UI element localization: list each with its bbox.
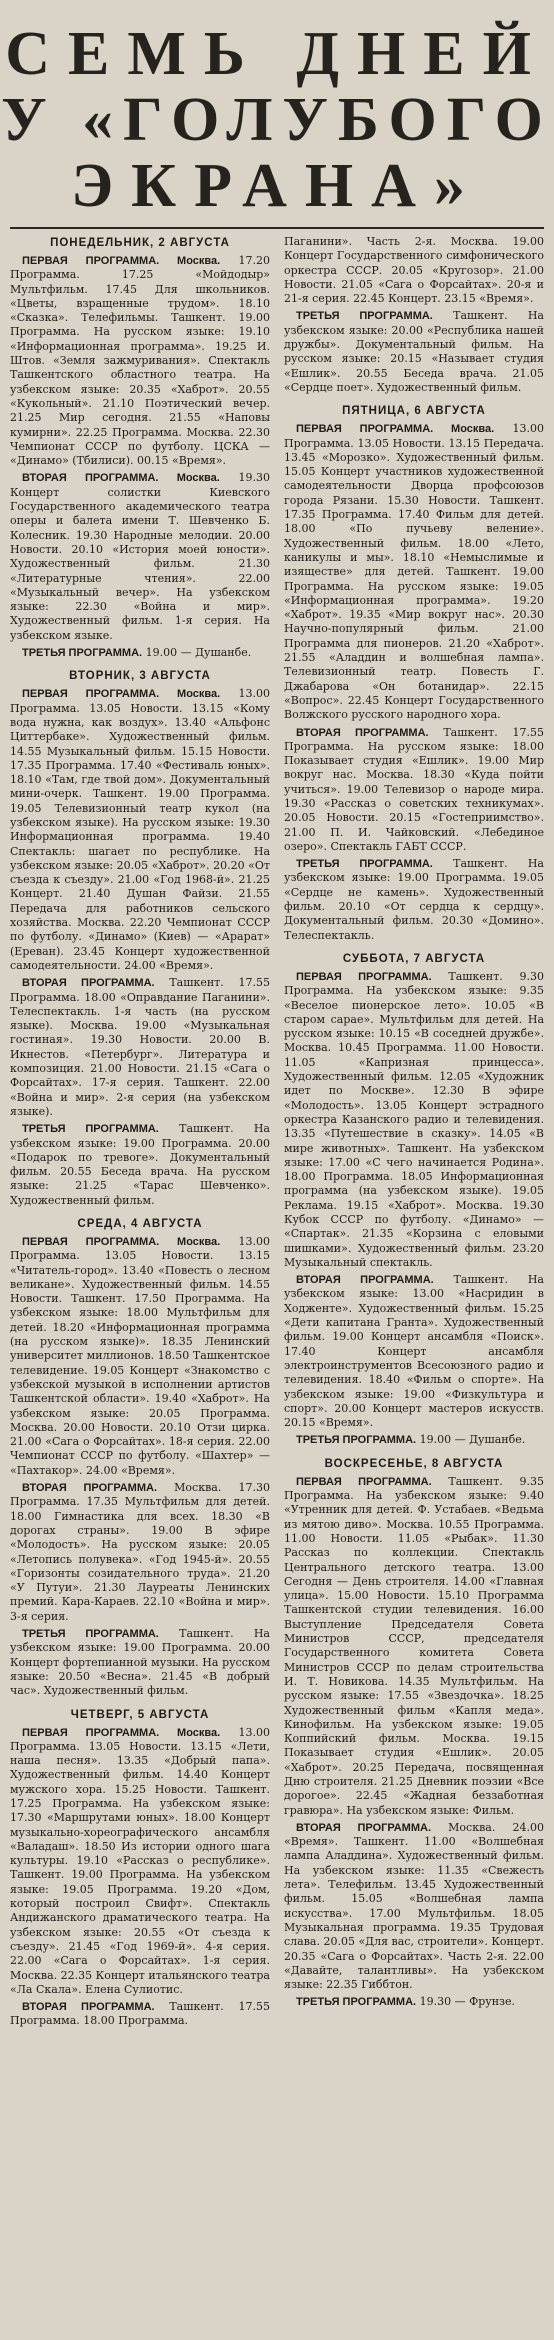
schedule-paragraph: ТРЕТЬЯ ПРОГРАММА. 19.00 — Душанбе. (296, 1433, 526, 1447)
day-heading-saturday: СУББОТА, 7 АВГУСТА (342, 952, 486, 965)
masthead-line-2: У «ГОЛУБОГО (1, 85, 553, 154)
day-heading-tuesday: ВТОРНИК, 3 АВГУСТА (69, 670, 211, 683)
schedule-paragraph: ТРЕТЬЯ ПРОГРАММА. Ташкент. На узбекском языке: 19.00 Программа. 20.00 «Подарок по тревоге». Документальный фильм. 20.55 Беседа врача. На русском языке: 21.25 «Тарас Шевченко». Художественный фильм. (10, 1122, 270, 1207)
day-heading-sunday: ВОСКРЕСЕНЬЕ, 8 АВГУСТА (324, 1457, 504, 1470)
schedule-paragraph: ВТОРАЯ ПРОГРАММА. Ташкент. На узбекском языке: 13.00 «Насридин в Ходженте». Художественный фильм. 15.25 «Дети капитана Гранта». Художественный фильм. 19.00 Концерт ансамбля «Поиск». 17.40 Концерт ансамбля электроинструментов Всесоюзного радио и телевидения. 18.40 «Фильм о спорте». На узбекском языке: 19.00 «Физкультура и спорт». 20.00 Концерт мастеров искусств. 20.15 «Время». (284, 1273, 544, 1430)
masthead (1, 12, 553, 229)
schedule-paragraph: ПЕРВАЯ ПРОГРАММА. Ташкент. 9.35 Программа. На узбекском языке: 9.40 «Утренник для детей. Ф. Устабаев. «Ведьма из мятою диво». Москва. 10.55 Программа. 11.00 Новости. 11.05 «Рыбак». 11.30 Рассказ по коллекции. Спектакль Центрального детского театра. 13.00 Сегодня — День строителя. 14.00 «Главная улица». 15.00 Новости. 15.10 Программа Ташкентской студии телевидения. 16.00 Выступление Председателя Совета Министров СССР, председателя Государственного комитета Совета Министров СССР по делам строительства И. Т. Новикова. 14.35 Мультфильм. На русском языке: 17.55 «Звездочка». 18.25 Художественный фильм «Капля меда». Кинофильм. На узбекском языке: 19.05 Коппийский фильм. Москва. 19.15 Показывает студия «Ешлик». 20.05 «Хаброт». 20.25 Передача, посвященная Дню строителя. 21.25 Дневник поэзии «Все дорогое». 22.45 «Жадная беззаботная гравюра». На узбекском языке: Фильм. (284, 1474, 544, 1817)
schedule-paragraph: ВТОРАЯ ПРОГРАММА. Москва. 17.30 Программа. 17.35 Мультфильм для детей. 18.00 Гимнастика для всех. 18.30 «В дорогах страны». 19.00 В эфире «Молодость». На русском языке: 20.05 «Летопись полувека». «Год 1945-й». 20.55 «Горизонты созидательного труда». 21.20 «У Путуи». 21.30 Лауреаты Ленинских премий. Кара-Караев. 22.10 «Война и мир». 3-я серия. (10, 1481, 270, 1623)
day-heading-thursday: ЧЕТВЕРГ, 5 АВГУСТА (70, 1708, 210, 1721)
day-heading-monday: ПОНЕДЕЛЬНИК, 2 АВГУСТА (50, 237, 230, 249)
schedule-paragraph: ВТОРАЯ ПРОГРАММА. Москва. 19.30 Концерт солистки Киевского Государственного академического театра оперы и балета имени Т. Шевченко Б. Колесник. 19.30 Народные мелодии. 20.00 Новости. 20.10 «История моей юности». Художественный фильм. 21.30 «Литературные чтения». 22.00 «Музыкальный вечер». На узбекском языке: 22.30 «Война и мир». Художественный фильм. 1-я серия. На узбекском языке. (10, 471, 270, 642)
tv-schedule-columns (10, 235, 544, 2330)
schedule-paragraph: ПЕРВАЯ ПРОГРАММА. Москва. 17.20 Программа. 17.25 «Мойдодыр» Мультфильм. 17.45 Для школьников. «Цветы, взращенные трудом». 18.10 «Сказка». Телефильмы. Ташкент. 19.00 Программа. На русском языке: 19.10 «Информационная программа». 19.25 И. Штов. «Земля зажмуривания». Спектакль Ташкентского областного театра. На узбекском языке: 20.35 «Хаброт». 20.55 «Кукольный». 21.10 Поэтический вечер. 21.25 Мир сегодня. 21.55 «Наповы кумирни». 22.25 Программа. Москва. 22.30 Чемпионат СССР по футболу. ЦСКА — «Динамо» (Тбилиси). 00.15 «Время». (10, 254, 270, 468)
masthead-line-1: СЕМЬ ДНЕЙ (5, 19, 549, 88)
masthead-line-3: ЭКРАНА» (71, 151, 483, 220)
schedule-paragraph: ТРЕТЬЯ ПРОГРАММА. Ташкент. На узбекском языке: 19.00 Программа. 19.05 «Сердце не камень». Художественный фильм. 20.10 «От сердца к сердцу». Документальный фильм. 20.30 «Домино». Телеспектакль. (284, 857, 544, 942)
schedule-paragraph: ПЕРВАЯ ПРОГРАММА. Москва. 13.00 Программа. 13.05 Новости. 13.15 «Лети, наша песня». 13.35 «Добрый папа». Художественный фильм. 14.40 Концерт мужского хора. 15.25 Новости. Ташкент. 17.25 Программа. На узбекском языке: 17.30 «Маршрутами юных». 18.00 Концерт музыкально-хореографического ансамбля «Валадаш». 18.50 Из истории одного шага культуры. 19.10 «Рассказ о республике». Ташкент. 19.00 Программа. На узбекском языке: 19.05 Программа. 19.20 «Дом, который построил Свифт». Спектакль Андижанского драматического театра. На узбекском языке: 20.55 «От съезда к съезду». 21.45 «Год 1969-й». 4-я серия. 22.00 «Сага о Форсайтах». 1-я серия. Москва. 22.35 Концерт итальянского театра «Ла Скала». Елена Сулиотис. (10, 1725, 270, 1996)
schedule-paragraph: ПЕРВАЯ ПРОГРАММА. Москва. 13.00 Программа. 13.05 Новости. 13.15 «Кому вода нужна, как воздух». 13.40 «Альфонс Циттербаке». Художественный фильм. 14.55 Музыкальный фильм. 15.15 Новости. 17.35 Программа. 17.40 «Фестиваль юных». 18.10 «Там, где твой дом». Документальный мини-очерк. Ташкент. 19.00 Программа. 19.05 Телевизионный театр кукол (на узбекском языке). На русском языке: 19.30 Информационная программа. 19.40 Спектакль: шагает по республике. На узбекском языке: 20.05 «Хаброт». 20.20 «От съезда к съезду». 21.00 «Год 1968-й». 21.25 Концерт. 21.40 Душан Файзи. 21.55 Передача для работников сельского хозяйства. Москва. 22.20 Чемпионат СССР по футболу. «Динамо» (Киев) — «Арарат» (Ереван). 23.45 Концерт художественной самодеятельности. 24.00 «Время». (10, 687, 270, 972)
day-heading-wednesday: СРЕДА, 4 АВГУСТА (77, 1218, 203, 1230)
left-column (10, 235, 270, 2330)
schedule-paragraph-continued: Паганини». Часть 2-я. Москва. 19.00 Концерт Государственного симфонического оркестра СССР. 20.05 «Кругозор». 21.00 Новости. 21.05 «Сага о Форсайтах». 20-я и 21-я серия. 22.45 Концерт. 23.15 «Время». (284, 235, 544, 306)
day-heading-friday: ПЯТНИЦА, 6 АВГУСТА (342, 405, 486, 418)
schedule-paragraph: ТРЕТЬЯ ПРОГРАММА. Ташкент. На узбекском языке: 20.00 «Республика нашей дружбы». Документальный фильм. На русском языке: 20.15 «Называет студия «Ешлик». 20.55 Беседа врача. 21.05 «Сердце поет». Художественный фильм. (284, 309, 544, 394)
schedule-paragraph: ПЕРВАЯ ПРОГРАММА. Ташкент. 9.30 Программа. На узбекском языке: 9.35 «Веселое пионерское лето». 10.05 «В старом сарае». Мультфильм для детей. На русском языке: 10.15 «В соседней дружбе». Москва. 10.45 Программа. 11.00 Новости. 11.05 «Капризная принцесса». Художественный фильм. 12.05 «Художник идет по Москве». 12.30 В эфире «Молодость». 13.05 Концерт эстрадного оркестра Казанского радио и телевидения. 13.35 «Путешествие в сказку». 14.05 «В мире животных». Ташкент. На узбекском языке: 17.00 «С чего начинается Родина». 18.00 Программа. 18.05 Информационная программа (на узбекском языке). 19.05 Реклама. 19.15 «Хаброт». Москва. 19.30 Кубок СССР по футболу. «Динамо» — «Спартак». 21.35 «Корзина с еловыми шишками». Художественный фильм. 23.20 Музыкальный спектакль. (284, 969, 544, 1269)
schedule-paragraph: ВТОРАЯ ПРОГРАММА. Ташкент. 17.55 Программа. 18.00 «Оправдание Паганини». Телеспектакль. 1-я часть (на русском языке). Москва. 19.00 «Музыкальная гостиная». 19.30 Новости. 20.00 В. Икнестов. «Петербург». Литература и композиция. 21.00 Новости. 21.15 «Сага о Форсайтах». 17-я серия. Ташкент. 22.00 «Война и мир». 2-я серия (на узбекском языке). (10, 976, 270, 1118)
schedule-paragraph: ВТОРАЯ ПРОГРАММА. Ташкент. 17.55 Программа. 18.00 Программа. (10, 2000, 270, 2028)
schedule-paragraph: ТРЕТЬЯ ПРОГРАММА. 19.00 — Душанбе. (22, 646, 252, 660)
schedule-paragraph: ПЕРВАЯ ПРОГРАММА. Москва. 13.00 Программа. 13.05 Новости. 13.15 Передача. 13.45 «Морозко». Художественный фильм. 15.05 Концерт участников художественной самодеятельности Дворца профсоюзов города Рязани. 15.30 Новости. Ташкент. 17.35 Программа. 17.40 Фильм для детей. 18.00 «По пучьеву веление». Художественный фильм. 18.00 «Лето, каникулы и мы». 18.10 «Немыслимые и изяществе» для детей. Ташкент. 19.00 Программа. На русском языке: 19.05 «Информационная программа». 19.20 «Хаброт». 19.35 «Мир вокруг нас». 20.30 Научно-популярный фильм. 21.00 Программа для пионеров. 21.20 «Хаброт». 21.55 «Аладдин и волшебная лампа». Телевизионный театр. Повесть Г. Джабарова «Он ботанидар». 22.15 «Вопрос». 22.45 Концерт Государственного Волжского русского народного хора. (284, 422, 544, 722)
right-column (284, 235, 544, 2330)
schedule-paragraph: ТРЕТЬЯ ПРОГРАММА. Ташкент. На узбекском языке: 19.00 Программа. 20.00 Концерт фортепианной музыки. На русском языке: 20.50 «Весна». 21.45 «В добрый час». Художественный фильм. (10, 1627, 270, 1698)
schedule-paragraph: ВТОРАЯ ПРОГРАММА. Москва. 24.00 «Время». Ташкент. 11.00 «Волшебная лампа Аладдина». Художественный фильм. На узбекском языке: 11.35 «Свежесть лета». Телефильм. 13.45 Художественный фильм. 15.05 «Волшебная лампа искусства». 17.00 Мультфильм. 18.05 Музыкальная программа. 19.35 Трудовая слава. 20.05 «Для вас, строители». Концерт. 20.35 «Сага о Форсайтах». Часть 2-я. 22.00 «Давайте, талантливы». На узбекском языке: 22.35 Гиббтон. (284, 1820, 544, 1992)
schedule-paragraph: ПЕРВАЯ ПРОГРАММА. Москва. 13.00 Программа. 13.05 Новости. 13.15 «Читатель-город». 13.40 «Повесть о лесном великане». Художественный фильм. 14.55 Новости. Ташкент. 17.50 Программа. На узбекском языке: 18.00 Мультфильм для детей. 18.20 «Информационная программа (на русском языке)». 18.35 Ленинский университет миллионов. 18.50 Ташкентское телевидение. 19.05 Концерт «Знакомство с узбекской музыкой в исполнении артистов Ташкентской области». 19.40 «Хаброт». На узбекском языке: 20.05 Программа. Москва. 20.00 Новости. 20.10 Отзи цирка. 21.00 «Сага о Форсайтах». 18-я серия. 22.00 Чемпионат СССР по футболу. «Шахтер» — «Пахтакор». 24.00 «Время». (10, 1235, 270, 1477)
schedule-paragraph: ТРЕТЬЯ ПРОГРАММА. 19.30 — Фрунзе. (296, 1995, 516, 2009)
schedule-paragraph: ВТОРАЯ ПРОГРАММА. Ташкент. 17.55 Программа. На русском языке: 18.00 Показывает студия «Ешлик». 19.00 Мир вокруг нас. Москва. 18.30 «Куда пойти учиться». 19.00 Телевизор о народе мира. 19.30 «Рассказ о советских техникумах». 20.05 Новости. 20.15 «Гостеприимство». 21.00 П. И. Чайковский. «Лебединое озеро». Спектакль ГАБТ СССР. (284, 725, 544, 853)
